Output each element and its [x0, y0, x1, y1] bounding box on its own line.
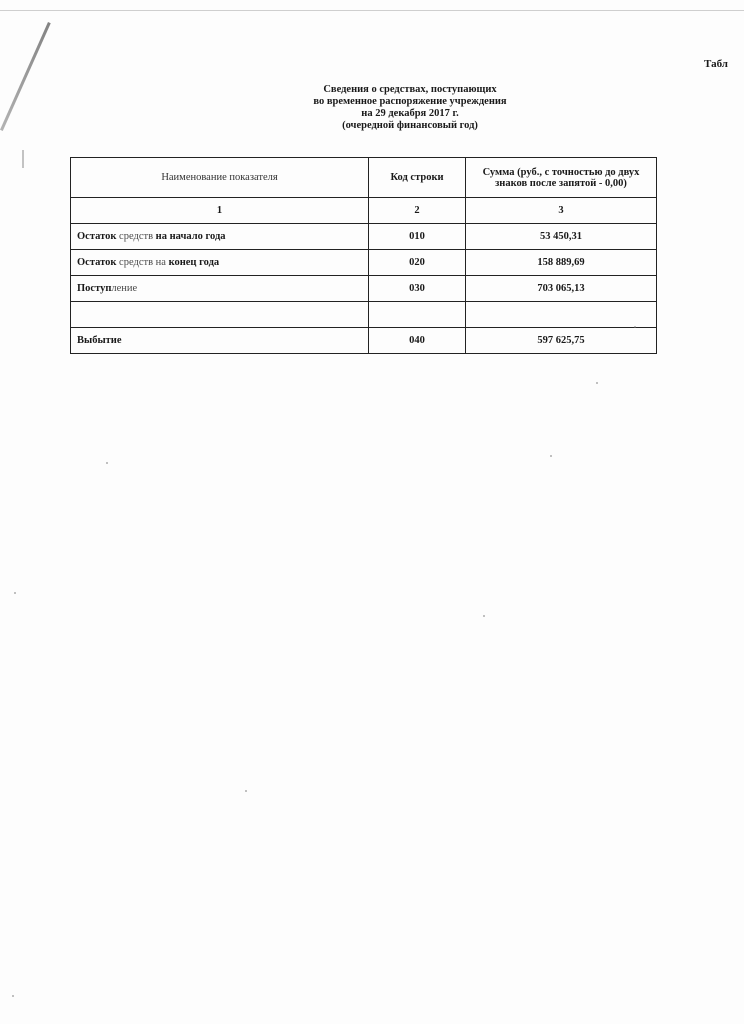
row-sum: 597 625,75 [466, 328, 657, 354]
row-sum [466, 302, 657, 328]
scan-speck [596, 382, 598, 384]
scan-speck [12, 995, 14, 997]
heading-line-1: Сведения о средствах, поступающих [323, 84, 497, 95]
row-name [71, 276, 369, 302]
row-sum: 158 889,69 [466, 250, 657, 276]
row-name-part: Остаток [77, 257, 120, 268]
header-sum: Сумма (руб., с точностью до двух знаков после запятой - 0,00) [466, 158, 657, 198]
row-code: 020 [369, 250, 466, 276]
row-name-part: Выбытие [77, 335, 122, 346]
row-code: 010 [369, 224, 466, 250]
table-row [71, 276, 657, 302]
funds-table [70, 157, 657, 354]
scan-mark [22, 150, 24, 168]
row-name-part: Остаток [77, 231, 120, 242]
scan-speck [634, 326, 636, 328]
scan-speck [14, 592, 16, 594]
row-name-part: средств на [119, 257, 166, 268]
header-name: Наименование показателя [71, 158, 369, 198]
scan-top-edge [0, 10, 744, 11]
row-name [71, 224, 369, 250]
column-number: 1 [71, 198, 369, 224]
row-code [369, 302, 466, 328]
table-row [71, 250, 657, 276]
table-row [71, 224, 657, 250]
row-name-part: на начало года [153, 231, 226, 242]
row-sum: 703 065,13 [466, 276, 657, 302]
row-code: 030 [369, 276, 466, 302]
column-numbers-row [71, 198, 657, 224]
scan-speck [245, 790, 247, 792]
row-sum: 53 450,31 [466, 224, 657, 250]
table-row-empty [71, 302, 657, 328]
scan-speck [106, 462, 108, 464]
row-name [71, 328, 369, 354]
row-name-part: средств [119, 231, 154, 242]
heading-line-2: во временное распоряжение учреждения [313, 96, 507, 107]
column-number: 3 [466, 198, 657, 224]
row-name-part: конец года [165, 257, 220, 268]
heading-line-4: (очередной финансовый год) [342, 120, 478, 131]
header-code: Код строки [369, 158, 466, 198]
row-name [71, 302, 369, 328]
table-row [71, 328, 657, 354]
table-header-row [71, 158, 657, 198]
table-number-label: Табл [704, 58, 728, 70]
heading-line-3: на 29 декабря 2017 г. [361, 108, 459, 119]
scan-speck [483, 615, 485, 617]
scan-speck [550, 455, 552, 457]
row-name [71, 250, 369, 276]
row-code: 040 [369, 328, 466, 354]
document-heading [200, 84, 620, 132]
row-name-part: Поступ [77, 283, 112, 294]
row-name-part: ление [111, 283, 138, 294]
column-number: 2 [369, 198, 466, 224]
scan-pen-stroke [0, 22, 51, 131]
